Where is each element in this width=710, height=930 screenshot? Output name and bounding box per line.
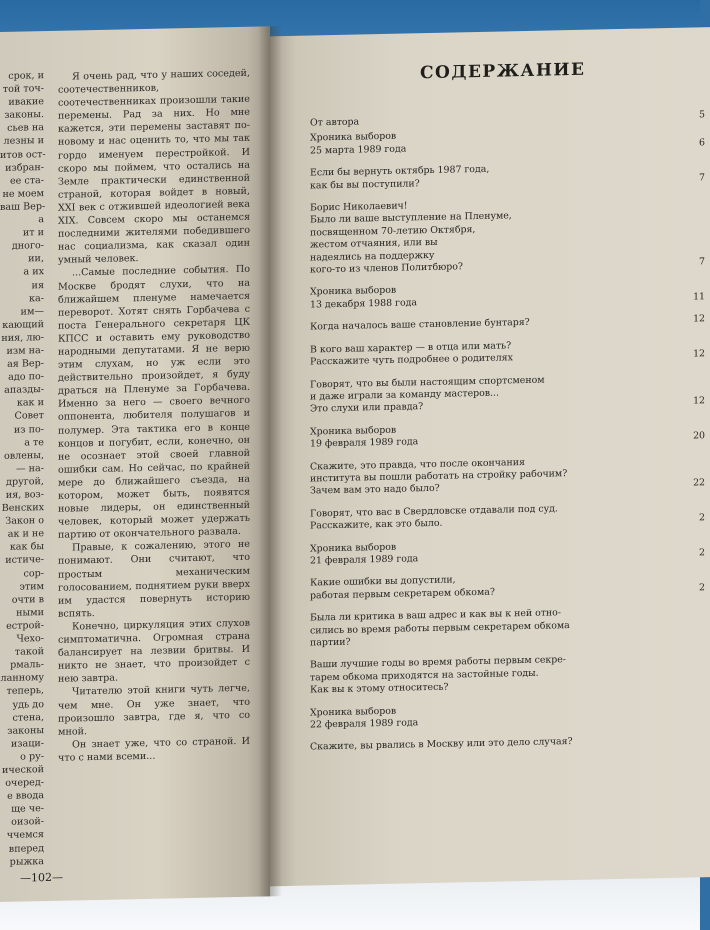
margin-fragment: е ввода bbox=[7, 790, 44, 803]
toc-entry-line: надеялись на поддержку bbox=[310, 249, 435, 264]
margin-fragment: ит и bbox=[22, 227, 44, 239]
toc-entry bbox=[310, 453, 705, 498]
toc-entry bbox=[310, 535, 705, 568]
margin-fragment: очти в bbox=[11, 593, 44, 606]
toc-entry bbox=[310, 500, 705, 533]
margin-fragment: законы bbox=[7, 724, 44, 737]
toc-entry-line: тарем обкома приходятся на застойные годы. bbox=[310, 667, 539, 684]
margin-fragment: такой bbox=[14, 646, 44, 658]
margin-fragment: ччемся bbox=[6, 829, 44, 842]
toc-entry bbox=[310, 734, 705, 755]
margin-fragment: Чехо- bbox=[16, 633, 44, 645]
margin-fragment: — на- bbox=[16, 462, 44, 475]
toc-entry-line: В кого ваш характер — в отца или мать? bbox=[310, 339, 512, 356]
table-of-contents bbox=[310, 109, 705, 764]
margin-fragment: стена, bbox=[12, 711, 44, 724]
margin-fragment: из по- bbox=[13, 423, 44, 436]
toc-entry-line: Если бы вернуть октябрь 1987 года, bbox=[310, 163, 490, 179]
toc-entry-line: Когда началось ваше становление бунтаря? bbox=[310, 317, 530, 333]
toc-page-number: 7 bbox=[699, 256, 705, 268]
toc-entry bbox=[310, 604, 705, 649]
margin-fragment: сьев на bbox=[7, 122, 44, 135]
toc-entry bbox=[310, 570, 705, 603]
margin-fragment: ической bbox=[2, 764, 44, 776]
toc-entry bbox=[310, 652, 705, 697]
body-paragraph: Читателю этой книги чуть легче, чем мне. Он уже знает, что произошло завтра, где я, что со мной. bbox=[58, 683, 250, 738]
margin-fragment: изм на- bbox=[6, 345, 44, 357]
toc-entry-line: 13 декабря 1988 года bbox=[310, 297, 417, 311]
toc-page-number: 5 bbox=[699, 109, 705, 121]
toc-page-number: 12 bbox=[693, 348, 705, 360]
toc-entry-line: кого-то из членов Политбюро? bbox=[310, 261, 463, 276]
toc-entry-line: Хроника выборов bbox=[310, 541, 397, 555]
toc-entry-line: 21 февраля 1989 года bbox=[310, 553, 419, 567]
margin-fragment: ваш Вер- bbox=[0, 200, 46, 213]
margin-fragment: той точ- bbox=[2, 83, 44, 96]
toc-entry-line: Это слухи или правда? bbox=[310, 401, 424, 415]
margin-fragment: Закон о bbox=[5, 515, 44, 528]
body-paragraph: Он знает уже, что со страной. И что с нами всеми... bbox=[58, 735, 250, 764]
margin-fragment: ия bbox=[31, 279, 44, 291]
toc-page-number: 12 bbox=[693, 313, 705, 325]
toc-entry-line: Была ли критика в ваш адрес и как вы к ней отно- bbox=[310, 607, 561, 624]
toc-page-number: 2 bbox=[699, 547, 705, 559]
margin-fragment: ланному bbox=[0, 672, 44, 685]
margin-fragment: ак и не bbox=[7, 528, 44, 541]
toc-entry-line: Скажите, вы рвались в Москву или это дело случая? bbox=[310, 736, 573, 753]
toc-entry bbox=[310, 371, 705, 416]
body-paragraph: Правые, к сожалению, этого не понимают. Они считают, что простым механическим голосованием, поднятием руки вверх им удастся повернуть историю вспять. bbox=[58, 539, 250, 620]
margin-fragment: избран- bbox=[5, 161, 44, 174]
margin-fragment: законы. bbox=[4, 109, 44, 122]
margin-fragment: изаци- bbox=[10, 737, 44, 750]
margin-fragment: а их bbox=[23, 266, 44, 278]
left-main-column bbox=[58, 67, 250, 765]
toc-entry-line: Говорят, что вы были настоящим спортсменом bbox=[310, 374, 545, 391]
margin-fragment: Венских bbox=[1, 502, 44, 515]
toc-page-number: 11 bbox=[693, 291, 705, 303]
margin-fragment: рыжка bbox=[9, 855, 44, 868]
margin-fragment: другой, bbox=[6, 475, 44, 488]
margin-fragment: а те bbox=[24, 436, 44, 449]
toc-entry-line: Скажите, это правда, что после окончания bbox=[310, 456, 525, 473]
body-paragraph: ...Самые последние события. По Москве бродят слухи, что на ближайшем пленуме намечается переворот. Хотят снять Горбачева с поста Генерального секретаря ЦК КПСС и оставить ему руководство народными депутатами. Я не верю этим слухам, но уж если это действительно произойдет, я буду драться на Пленуме за Горбачева. Именно за него — своего вечного оппонента, любителя полушагов и полумер. Эта тактика его в конце концов и погубит, если, конечно, он не осознает этой своей главной ошибки сам. Но сейчас, по крайней мере до ближайшего съезда, на котором, может быть, появятся новые лидеры, он единственный человек, который может удержать партию от окончательного развала. bbox=[58, 264, 250, 542]
toc-entry-line: Хроника выборов bbox=[310, 424, 397, 438]
toc-entry-line: Хроника выборов bbox=[310, 131, 397, 144]
margin-fragment: ии, bbox=[28, 253, 44, 265]
margin-fragment: апазды- bbox=[4, 384, 44, 397]
toc-entry bbox=[310, 159, 705, 192]
left-margin-column bbox=[0, 69, 44, 869]
margin-fragment: Совет bbox=[14, 410, 44, 423]
toc-page-number: 7 bbox=[699, 171, 705, 183]
margin-fragment: теперь, bbox=[6, 685, 44, 698]
margin-fragment: оизой- bbox=[11, 816, 44, 829]
margin-fragment: не моем bbox=[2, 187, 44, 200]
toc-entry-line: 19 февраля 1989 года bbox=[310, 436, 419, 450]
margin-fragment: как бы bbox=[9, 541, 44, 554]
toc-entry bbox=[310, 194, 705, 277]
margin-fragment: кающий bbox=[2, 318, 44, 331]
toc-entry-line: 25 марта 1989 года bbox=[310, 143, 407, 157]
margin-fragment: ия, воз- bbox=[5, 489, 44, 501]
margin-fragment: удь до bbox=[12, 698, 44, 711]
toc-entry bbox=[310, 125, 705, 158]
margin-fragment: естрой- bbox=[6, 620, 44, 632]
margin-fragment: дного- bbox=[11, 240, 44, 252]
margin-fragment: им— bbox=[20, 305, 44, 318]
toc-entry-line: Ваши лучшие годы во время работы первым секре- bbox=[310, 654, 566, 671]
toc-entry-line: Хроника выборов bbox=[310, 705, 397, 719]
margin-fragment: адо по- bbox=[8, 371, 44, 383]
margin-fragment: очеред- bbox=[5, 777, 44, 789]
toc-entry-line: Расскажите чуть подробнее о родителях bbox=[310, 352, 513, 368]
margin-fragment: как и bbox=[16, 397, 44, 409]
right-page bbox=[270, 27, 710, 886]
toc-entry bbox=[310, 314, 705, 335]
page-number: —102— bbox=[20, 870, 63, 885]
margin-fragment: итов ост- bbox=[0, 148, 46, 161]
toc-entry-line: как бы вы поступили? bbox=[310, 177, 420, 192]
toc-entry-line: Борис Николаевич! bbox=[310, 200, 408, 214]
toc-entry-line: партии? bbox=[310, 636, 351, 649]
margin-fragment: лезны и bbox=[3, 135, 44, 148]
toc-entry-line: работая первым секретарем обкома? bbox=[310, 586, 495, 602]
margin-fragment: ными bbox=[16, 606, 44, 619]
toc-page-number: 12 bbox=[693, 395, 705, 407]
toc-entry-line: и даже играли за команду мастеров... bbox=[310, 387, 499, 403]
toc-entry-line: посвященном 70-летию Октября, bbox=[310, 223, 476, 239]
margin-fragment: сор- bbox=[23, 567, 44, 580]
margin-fragment: истиче- bbox=[5, 554, 44, 567]
body-paragraph: Конечно, циркуляция этих слухов симптоматична. Огромная страна балансирует на лезвии бритвы. И никто не знает, что произойдет с нею завтра. bbox=[58, 617, 250, 686]
margin-fragment: а bbox=[38, 214, 44, 226]
margin-fragment: овлены, bbox=[3, 449, 44, 462]
margin-fragment: этим bbox=[19, 580, 44, 593]
toc-entry-line: Как вы к этому относитесь? bbox=[310, 681, 449, 696]
toc-entry-line: сились во время работы первым секретарем обкома bbox=[310, 619, 570, 637]
toc-entry-line: Какие ошибки вы допустили, bbox=[310, 574, 456, 589]
toc-entry-line: жестом отчаяния, или вы bbox=[310, 237, 438, 251]
margin-fragment: ния, лю- bbox=[1, 331, 44, 344]
toc-entry bbox=[310, 699, 705, 732]
margin-fragment: рмаль- bbox=[10, 659, 44, 672]
toc-entry bbox=[310, 279, 705, 312]
toc-page-number: 2 bbox=[699, 512, 705, 524]
toc-page-number: 22 bbox=[693, 477, 705, 489]
toc-entry-line: института вы пошли работать на стройку рабочим? bbox=[310, 468, 568, 485]
margin-fragment: вперед bbox=[8, 842, 44, 855]
book-gutter bbox=[258, 26, 282, 897]
body-paragraph: Я очень рад, что у наших соседей, соотечественников, соотечественниках произошли такие перемены. Рад за них. Но мне кажется, эти перемены заставят по-новому и нас оценить то, что мы так гордо именуем перестройкой. И скоро мы поймем, что остались на Земле практически единственной страной, которая войдет в новый, XXI век с отжившей идеологией века XIX. Совсем скоро мы останемся последними жителями победившего нас социализма, как сказал один умный человек. bbox=[58, 67, 250, 267]
toc-page-number: 2 bbox=[699, 582, 705, 594]
contents-heading: СОДЕРЖАНИЕ bbox=[420, 59, 586, 84]
toc-entry-line: Было ли ваше выступление на Пленуме, bbox=[310, 210, 512, 226]
toc-entry-line: Хроника выборов bbox=[310, 285, 397, 298]
toc-entry-line: От автора bbox=[310, 116, 360, 129]
margin-fragment: ще че- bbox=[11, 803, 44, 816]
toc-entry-line: Говорят, что вас в Свердловске отдавали под суд. bbox=[310, 503, 558, 520]
margin-fragment: ивакие bbox=[8, 96, 44, 109]
margin-fragment: ка- bbox=[29, 292, 44, 304]
margin-fragment: о ру- bbox=[20, 750, 44, 763]
margin-fragment: ее ста- bbox=[9, 174, 44, 187]
toc-entry bbox=[310, 336, 705, 369]
left-page bbox=[0, 26, 270, 902]
toc-entry bbox=[310, 418, 705, 451]
toc-page-number: 20 bbox=[693, 430, 705, 442]
toc-page-number: 6 bbox=[699, 137, 705, 149]
toc-entry-line: 22 февраля 1989 года bbox=[310, 717, 419, 731]
margin-fragment: срок, и bbox=[8, 70, 44, 82]
toc-entry-line: Зачем вам это надо было? bbox=[310, 483, 440, 497]
toc-entry-line: Расскажите, как это было. bbox=[310, 517, 443, 532]
margin-fragment: ая Вер- bbox=[7, 358, 44, 370]
